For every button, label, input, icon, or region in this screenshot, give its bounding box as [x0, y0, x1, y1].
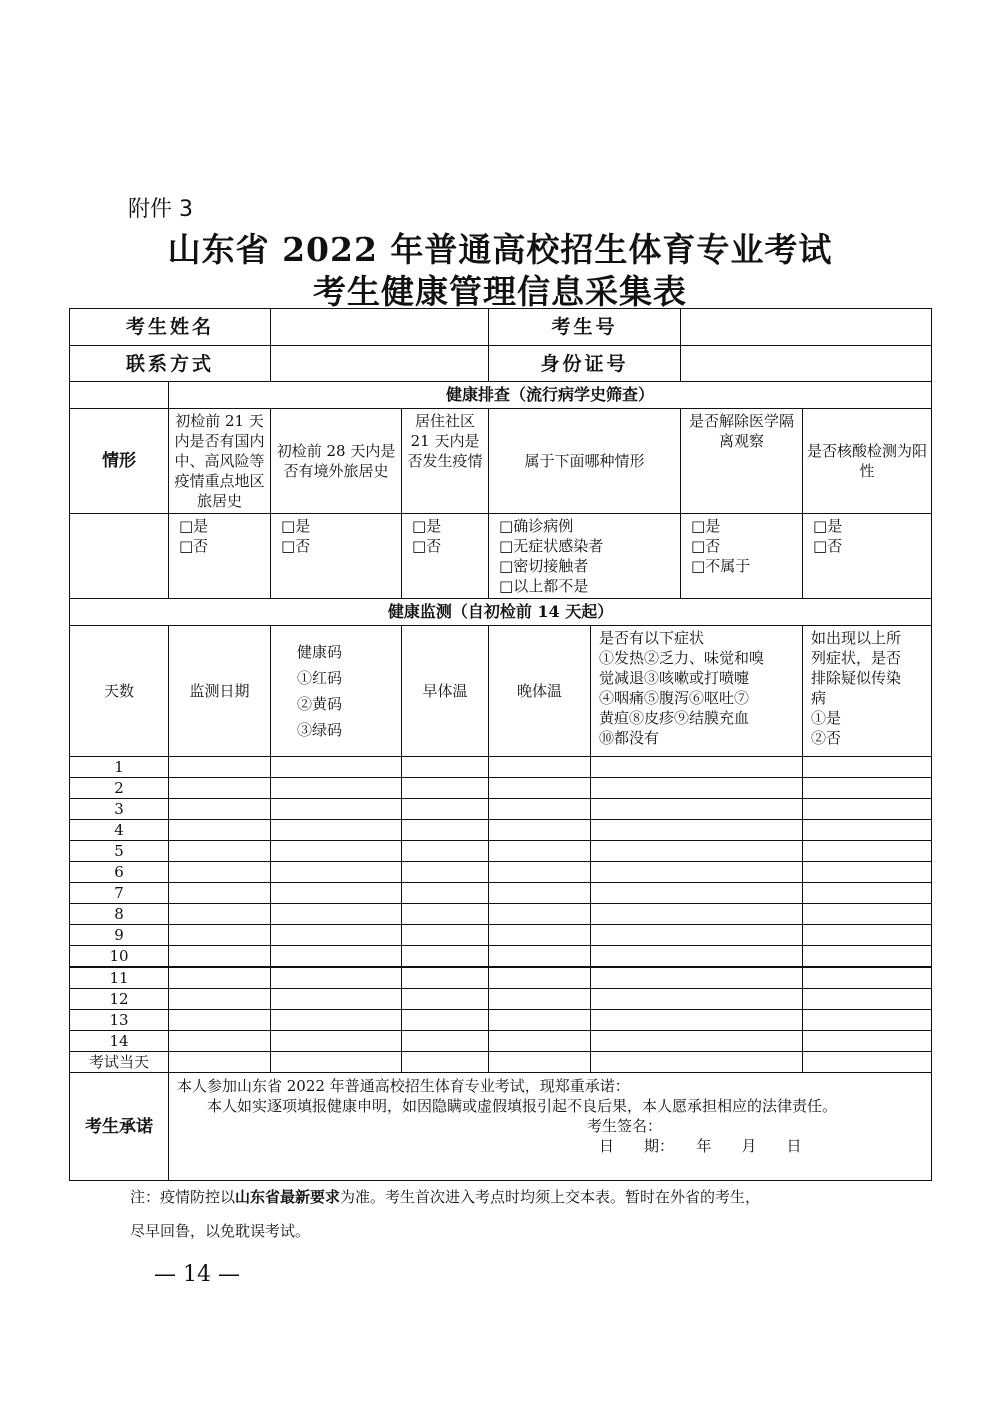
col-days-header: 天数 — [70, 626, 169, 757]
option-no[interactable]: □否 — [813, 537, 843, 555]
exam-no-label: 考生号 — [489, 309, 681, 346]
evening-temp-cell[interactable] — [489, 1052, 591, 1073]
day-label: 10 — [70, 946, 169, 968]
option-no[interactable]: □否 — [691, 537, 721, 555]
exclude-cell[interactable] — [803, 799, 932, 820]
situation-label: 情形 — [70, 409, 169, 514]
date-cell[interactable] — [169, 946, 271, 968]
monitoring-day-row — [70, 925, 932, 946]
options-overseas[interactable] — [271, 514, 402, 599]
promise-row — [70, 1073, 932, 1181]
monitoring-day-row — [70, 841, 932, 862]
monitoring-section-title: 健康监测（自初检前 14 天起） — [70, 599, 932, 626]
exclude-cell[interactable] — [803, 778, 932, 799]
monitoring-day-row — [70, 799, 932, 820]
date-cell[interactable] — [169, 799, 271, 820]
options-domestic[interactable] — [169, 514, 271, 599]
date-cell[interactable] — [169, 904, 271, 925]
monitoring-day-row — [70, 1010, 932, 1031]
day-label: 2 — [70, 778, 169, 799]
symptoms-cell[interactable] — [591, 1031, 803, 1052]
health-code-cell[interactable] — [271, 1031, 402, 1052]
day-label: 13 — [70, 1010, 169, 1031]
morning-temp-cell[interactable] — [402, 820, 489, 841]
date-cell[interactable] — [169, 883, 271, 904]
date-cell[interactable] — [169, 1010, 271, 1031]
morning-temp-cell[interactable] — [402, 841, 489, 862]
symptoms-cell[interactable] — [591, 757, 803, 778]
morning-temp-cell[interactable] — [402, 904, 489, 925]
monitoring-header-row — [70, 626, 932, 757]
evening-temp-cell[interactable] — [489, 989, 591, 1010]
monitoring-day-row — [70, 904, 932, 925]
attachment-label: 附件 3 — [128, 197, 193, 222]
evening-temp-cell[interactable] — [489, 841, 591, 862]
morning-temp-cell[interactable] — [402, 1031, 489, 1052]
contact-field[interactable] — [271, 346, 489, 382]
symptoms-cell[interactable] — [591, 904, 803, 925]
health-code-cell[interactable] — [271, 925, 402, 946]
date-field[interactable]: 日 期： 年 月 日 — [599, 1137, 802, 1155]
exclude-cell[interactable] — [803, 967, 932, 989]
health-code-cell[interactable] — [271, 841, 402, 862]
col-date-header: 监测日期 — [169, 626, 271, 757]
day-label: 8 — [70, 904, 169, 925]
evening-temp-cell[interactable] — [489, 799, 591, 820]
option-asymptomatic[interactable]: □无症状感染者 — [499, 537, 604, 555]
monitoring-day-row — [70, 757, 932, 778]
option-not-applicable[interactable]: □不属于 — [691, 557, 751, 575]
screening-header-quarantine: 是否解除医学隔离观察 — [681, 409, 803, 514]
basic-row-2 — [70, 346, 932, 382]
exclude-cell[interactable] — [803, 925, 932, 946]
exclude-line: ①是 — [811, 709, 842, 727]
option-close-contact[interactable]: □密切接触者 — [499, 557, 589, 575]
health-code-cell[interactable] — [271, 1010, 402, 1031]
option-no[interactable]: □否 — [281, 537, 311, 555]
morning-temp-cell[interactable] — [402, 862, 489, 883]
symptoms-cell[interactable] — [591, 1010, 803, 1031]
symptoms-cell[interactable] — [591, 841, 803, 862]
monitoring-day-row — [70, 1031, 932, 1052]
col-evening-temp-header: 晚体温 — [489, 626, 591, 757]
exclude-cell[interactable] — [803, 757, 932, 778]
evening-temp-cell[interactable] — [489, 757, 591, 778]
symptoms-cell[interactable] — [591, 946, 803, 968]
morning-temp-cell[interactable] — [402, 883, 489, 904]
health-code-cell[interactable] — [271, 883, 402, 904]
day-label: 考试当天 — [70, 1052, 169, 1073]
form-title-line2: 考生健康管理信息采集表 — [313, 272, 687, 311]
health-code-cell[interactable] — [271, 799, 402, 820]
basic-row-1 — [70, 309, 932, 346]
promise-label: 考生承诺 — [70, 1073, 169, 1181]
morning-temp-cell[interactable] — [402, 925, 489, 946]
exclude-cell[interactable] — [803, 862, 932, 883]
option-confirmed[interactable]: □确诊病例 — [499, 517, 574, 535]
option-no[interactable]: □否 — [179, 537, 209, 555]
col-health-code-header — [271, 626, 402, 757]
col-symptoms-header — [591, 626, 803, 757]
day-label: 12 — [70, 989, 169, 1010]
monitoring-day-row — [70, 1052, 932, 1073]
morning-temp-cell[interactable] — [402, 778, 489, 799]
symptoms-line: ④咽痛⑤腹泻⑥呕吐⑦ — [599, 689, 750, 707]
screening-options-row — [70, 514, 932, 599]
exclude-line: ②否 — [811, 729, 842, 747]
option-none-of-above[interactable]: □以上都不是 — [499, 577, 589, 595]
exclude-cell[interactable] — [803, 946, 932, 968]
options-category[interactable] — [489, 514, 681, 599]
exclude-line: 如出现以上所 — [811, 629, 902, 647]
option-no[interactable]: □否 — [412, 537, 442, 555]
footnote-line1 — [130, 1186, 760, 1207]
footnote-suffix: 为准。考生首次进入考点时均须上交本表。暂时在外省的考生， — [340, 1188, 761, 1206]
exam-no-field[interactable] — [681, 309, 932, 346]
day-label: 14 — [70, 1031, 169, 1052]
exclude-cell[interactable] — [803, 904, 932, 925]
screening-header-row — [70, 409, 932, 514]
morning-temp-cell[interactable] — [402, 1010, 489, 1031]
monitoring-day-row — [70, 989, 932, 1010]
monitoring-day-row — [70, 778, 932, 799]
symptoms-cell[interactable] — [591, 967, 803, 989]
health-code-cell[interactable] — [271, 967, 402, 989]
symptoms-line: 觉减退③咳嗽或打喷嚏 — [599, 669, 750, 687]
health-code-cell[interactable] — [271, 820, 402, 841]
id-label: 身份证号 — [489, 346, 681, 382]
promise-line2: 本人如实逐项填报健康申明，如因隐瞒或虚假填报引起不良后果，本人愿承担相应的法律责任。 — [207, 1097, 838, 1115]
symptoms-cell[interactable] — [591, 1052, 803, 1073]
evening-temp-cell[interactable] — [489, 904, 591, 925]
day-label: 7 — [70, 883, 169, 904]
health-form-table — [69, 308, 932, 1181]
day-label: 4 — [70, 820, 169, 841]
name-field[interactable] — [271, 309, 489, 346]
exclude-line: 列症状，是否 — [811, 649, 902, 667]
evening-temp-cell[interactable] — [489, 883, 591, 904]
evening-temp-cell[interactable] — [489, 820, 591, 841]
option-yes[interactable]: □是 — [691, 517, 721, 535]
morning-temp-cell[interactable] — [402, 757, 489, 778]
day-label: 1 — [70, 757, 169, 778]
monitoring-day-row — [70, 820, 932, 841]
health-code-title: 健康码 — [297, 643, 343, 661]
screening-options-blank — [70, 514, 169, 599]
exclude-cell[interactable] — [803, 1052, 932, 1073]
name-label: 考生姓名 — [70, 309, 271, 346]
symptoms-cell[interactable] — [591, 799, 803, 820]
option-yes[interactable]: □是 — [281, 517, 311, 535]
page-number: — 14 — — [154, 1262, 240, 1287]
symptoms-cell[interactable] — [591, 989, 803, 1010]
monitoring-day-row — [70, 946, 932, 968]
day-label: 11 — [70, 967, 169, 989]
evening-temp-cell[interactable] — [489, 862, 591, 883]
date-cell[interactable] — [169, 1052, 271, 1073]
exclude-cell[interactable] — [803, 1010, 932, 1031]
health-code-cell[interactable] — [271, 757, 402, 778]
symptoms-cell[interactable] — [591, 778, 803, 799]
morning-temp-cell[interactable] — [402, 799, 489, 820]
evening-temp-cell[interactable] — [489, 1031, 591, 1052]
screening-title-row — [70, 382, 932, 409]
signature-field[interactable]: 考生签名： — [587, 1117, 663, 1135]
screening-header-category: 属于下面哪种情形 — [489, 409, 681, 514]
health-code-yellow: ②黄码 — [297, 695, 343, 713]
monitoring-title-row — [70, 599, 932, 626]
monitoring-day-row — [70, 862, 932, 883]
symptoms-line: ①发热②乏力、味觉和嗅 — [599, 649, 765, 667]
footnote-prefix: 注：疫情防控以 — [130, 1188, 236, 1206]
screening-blank-cell — [70, 382, 169, 409]
col-morning-temp-header: 早体温 — [402, 626, 489, 757]
date-cell[interactable] — [169, 820, 271, 841]
symptoms-cell[interactable] — [591, 925, 803, 946]
options-quarantine[interactable] — [681, 514, 803, 599]
evening-temp-cell[interactable] — [489, 967, 591, 989]
exclude-cell[interactable] — [803, 841, 932, 862]
footnote-line2: 尽早回鲁，以免耽误考试。 — [130, 1222, 311, 1240]
option-yes[interactable]: □是 — [179, 517, 209, 535]
health-code-cell[interactable] — [271, 1052, 402, 1073]
screening-header-nucleic: 是否核酸检测为阳性 — [803, 409, 932, 514]
option-yes[interactable]: □是 — [813, 517, 843, 535]
day-label: 9 — [70, 925, 169, 946]
date-cell[interactable] — [169, 925, 271, 946]
morning-temp-cell[interactable] — [402, 967, 489, 989]
exclude-cell[interactable] — [803, 989, 932, 1010]
options-community[interactable] — [402, 514, 489, 599]
screening-section-title: 健康排查（流行病学史筛查） — [169, 382, 932, 409]
contact-label: 联系方式 — [70, 346, 271, 382]
evening-temp-cell[interactable] — [489, 925, 591, 946]
screening-header-domestic: 初检前 21 天内是否有国内中、高风险等疫情重点地区旅居史 — [169, 409, 271, 514]
health-code-cell[interactable] — [271, 778, 402, 799]
symptoms-line: 是否有以下症状 — [599, 629, 705, 647]
health-code-cell[interactable] — [271, 989, 402, 1010]
option-yes[interactable]: □是 — [412, 517, 442, 535]
symptoms-cell[interactable] — [591, 820, 803, 841]
form-title-line1: 山东省 2022 年普通高校招生体育专业考试 — [167, 230, 833, 269]
date-cell[interactable] — [169, 757, 271, 778]
day-label: 5 — [70, 841, 169, 862]
morning-temp-cell[interactable] — [402, 946, 489, 968]
morning-temp-cell[interactable] — [402, 989, 489, 1010]
exclude-cell[interactable] — [803, 1031, 932, 1052]
day-label: 6 — [70, 862, 169, 883]
footnote-emphasis: 山东省最新要求 — [235, 1188, 341, 1206]
health-code-red: ①红码 — [297, 669, 343, 687]
promise-line1: 本人参加山东省 2022 年普通高校招生体育专业考试，现郑重承诺： — [177, 1077, 630, 1095]
date-cell[interactable] — [169, 862, 271, 883]
morning-temp-cell[interactable] — [402, 1052, 489, 1073]
health-code-cell[interactable] — [271, 862, 402, 883]
symptoms-cell[interactable] — [591, 862, 803, 883]
col-exclude-header — [803, 626, 932, 757]
exclude-line: 排除疑似传染 — [811, 669, 902, 687]
monitoring-day-row — [70, 967, 932, 989]
symptoms-line: 黄疸⑧皮疹⑨结膜充血 — [599, 709, 750, 727]
date-cell[interactable] — [169, 989, 271, 1010]
exclude-cell[interactable] — [803, 820, 932, 841]
symptoms-line: ⑩都没有 — [599, 729, 660, 747]
screening-header-community: 居住社区 21 天内是否发生疫情 — [402, 409, 489, 514]
health-code-cell[interactable] — [271, 904, 402, 925]
id-field[interactable] — [681, 346, 932, 382]
date-cell[interactable] — [169, 967, 271, 989]
evening-temp-cell[interactable] — [489, 1010, 591, 1031]
monitoring-day-row — [70, 883, 932, 904]
date-cell[interactable] — [169, 1031, 271, 1052]
health-code-cell[interactable] — [271, 946, 402, 968]
options-nucleic[interactable] — [803, 514, 932, 599]
evening-temp-cell[interactable] — [489, 778, 591, 799]
date-cell[interactable] — [169, 841, 271, 862]
promise-content — [169, 1073, 932, 1181]
date-cell[interactable] — [169, 778, 271, 799]
screening-header-overseas: 初检前 28 天内是否有境外旅居史 — [271, 409, 402, 514]
symptoms-cell[interactable] — [591, 883, 803, 904]
evening-temp-cell[interactable] — [489, 946, 591, 968]
exclude-line: 病 — [811, 689, 827, 707]
day-label: 3 — [70, 799, 169, 820]
health-code-green: ③绿码 — [297, 721, 343, 739]
exclude-cell[interactable] — [803, 883, 932, 904]
